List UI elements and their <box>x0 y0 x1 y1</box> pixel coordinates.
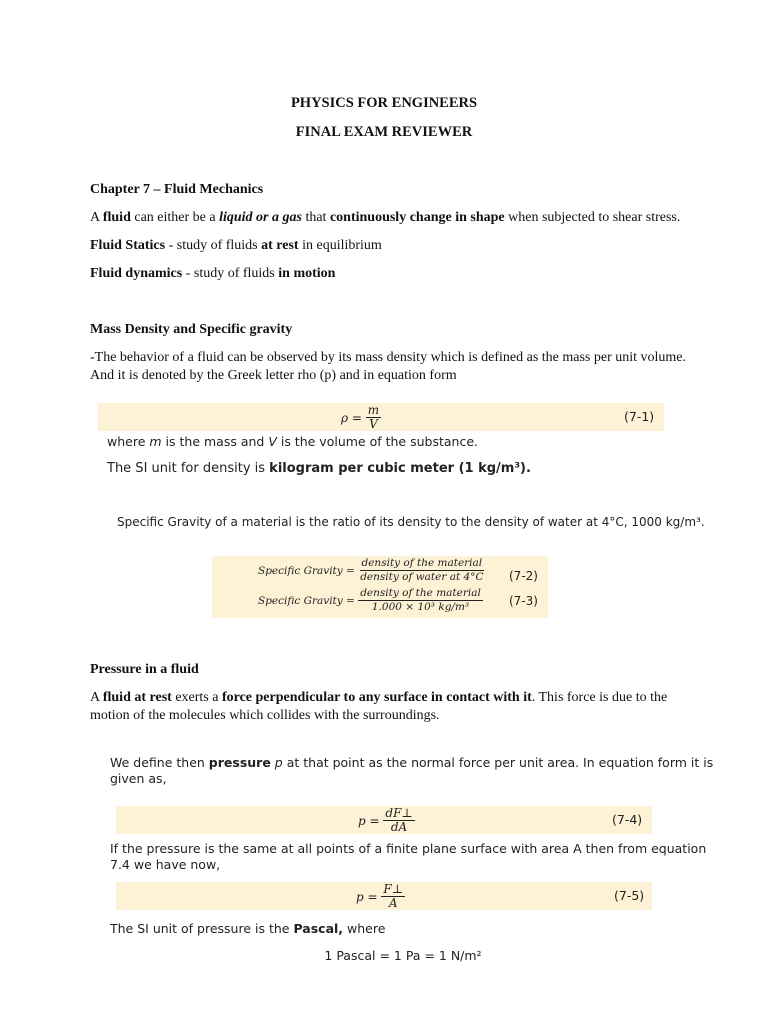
mass-density-heading: Mass Density and Specific gravity <box>90 322 293 337</box>
equation-7-5: p = $\frac{F\perp}{A}$ (7-5) <box>116 882 652 910</box>
document-subtitle: FINAL EXAM REVIEWER <box>295 124 473 140</box>
equation-label: (7-2) <box>509 569 538 583</box>
density-where-text: where m is the mass and V is the volume of the substance. <box>107 434 478 449</box>
equation-7-3: Specific Gravity = $\frac{\text{density of the material}}{\text{1.000 × 10³ kg/m³}}$ <box>258 587 481 613</box>
equation-label: (7-3) <box>509 594 538 608</box>
specific-gravity-definition: Specific Gravity of a material is the ratio of its density to the density of water at 4°C, 1000 kg/m³. <box>117 515 705 529</box>
pascal-definition: 1 Pascal = 1 Pa = 1 N/m² <box>324 948 482 963</box>
equation-label: (7-4) <box>612 812 643 827</box>
pressure-uniform-text: If the pressure is the same at all points of a finite plane surface with area A then from equation 7.4 we have now, <box>110 841 707 872</box>
fluid-statics-definition: Fluid Statics - study of fluids at rest in equilibrium <box>90 238 382 253</box>
mass-density-paragraph: -The behavior of a fluid can be observed by its mass density which is defined as the mass per unit volume. And it is denoted by the Greek letter rho (p) and in equation form <box>90 350 687 383</box>
fluid-definition: A fluid can either be a liquid or a gas that continuously change in shape when subjected to shear stress. <box>90 210 681 225</box>
chapter-heading: Chapter 7 – Fluid Mechanics <box>90 182 264 197</box>
pressure-definition-text: We define then pressure p at that point as the normal force per unit area. In equation form it is given as, <box>110 755 714 786</box>
document-title: PHYSICS FOR ENGINEERS <box>290 95 478 111</box>
pressure-si-unit-text: The SI unit of pressure is the Pascal, where <box>110 921 386 936</box>
density-si-unit-text: The SI unit for density is kilogram per cubic meter (1 kg/m³). <box>107 461 531 476</box>
equation-label: (7-5) <box>614 888 645 903</box>
fluid-dynamics-definition: Fluid dynamics - study of fluids in motion <box>90 266 336 281</box>
equation-7-2-7-3-box <box>212 556 548 618</box>
pressure-heading: Pressure in a fluid <box>90 662 199 677</box>
equation-7-2: Specific Gravity = $\frac{\text{density of the material}}{\text{density of water at 4°C}}$ <box>258 557 484 583</box>
equation-7-1: ρ = $\frac{m}{V}$ (7-1) <box>98 403 664 431</box>
equation-7-4: p = $\frac{dF\perp}{dA}$ (7-4) <box>116 806 652 834</box>
pressure-paragraph: A fluid at rest exerts a force perpendicular to any surface in contact with it. This force is due to the motion of the molecules which collides with the surroundings. <box>90 690 668 723</box>
equation-label: (7-1) <box>624 409 655 424</box>
